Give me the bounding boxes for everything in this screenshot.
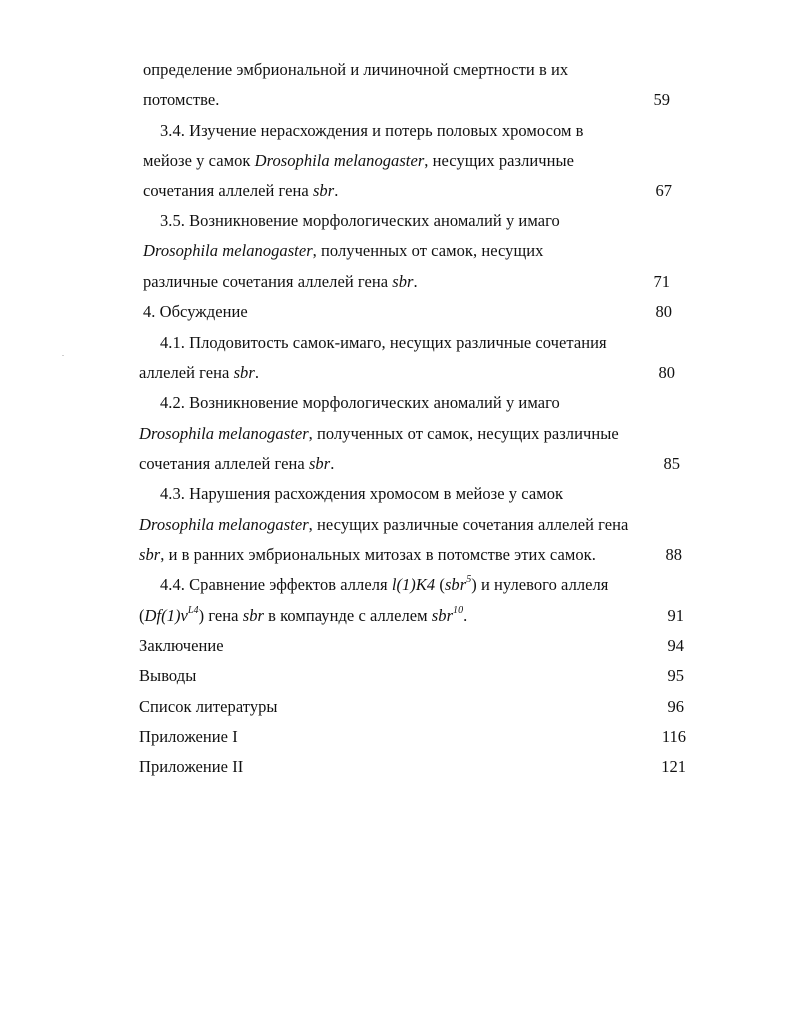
toc-entry-4-2-line-1 <box>160 393 560 413</box>
toc-text: . <box>254 363 260 382</box>
toc-text: 3.4. Изучение нерасхождения и потерь половых хромосом в <box>160 121 584 140</box>
page-number-91: 91 <box>667 606 684 625</box>
deficiency-name: Df(1)v <box>144 606 188 625</box>
toc-text: потомстве. <box>143 90 220 109</box>
toc-entry-4-2-line-3 <box>139 454 334 474</box>
toc-entry-3-4-line-3 <box>143 181 338 201</box>
gene-name: sbr <box>233 363 255 382</box>
toc-entry-4-4-line-1 <box>160 575 608 595</box>
toc-text: мейозе у самок <box>143 151 255 170</box>
gene-name: sbr <box>139 545 161 564</box>
toc-entry-4 <box>143 302 248 322</box>
page-number-121: 121 <box>661 757 686 776</box>
toc-entry-4-1-line-2 <box>139 363 259 383</box>
toc-text: сочетания аллелей гена <box>143 181 313 200</box>
toc-entry-3-4-line-1 <box>160 121 583 141</box>
page-number-59: 59 <box>653 90 670 109</box>
toc-text: ) и нулевого аллеля <box>471 575 609 594</box>
scan-speck <box>62 355 64 356</box>
toc-entry-4-3-line-3 <box>139 545 596 565</box>
toc-text: . <box>334 181 339 200</box>
toc-text: Выводы <box>139 666 197 685</box>
toc-entry-4-1-line-1 <box>160 333 607 353</box>
species-name: Drosophila melanogaster <box>143 241 313 260</box>
species-name: Drosophila melanogaster <box>139 424 309 443</box>
toc-entry-3-3-line-2 <box>143 90 219 110</box>
toc-text: 4.1. Плодовитость самок-имаго, несущих различные сочетания <box>160 333 607 352</box>
species-name: Drosophila melanogaster <box>139 515 309 534</box>
toc-entry-4-3-line-2 <box>139 515 628 535</box>
page-number-80: 80 <box>655 302 672 321</box>
toc-text: ( <box>435 575 445 594</box>
gene-name: sbr <box>431 606 454 625</box>
page-number-80: 80 <box>658 363 675 382</box>
toc-text: 4.4. Сравнение эффектов аллеля <box>160 575 392 594</box>
toc-entry-findings <box>139 666 196 686</box>
toc-text: 4. Обсуждение <box>143 302 248 321</box>
toc-text: , полученных от самок, несущих различные <box>308 424 619 443</box>
toc-text: Приложение II <box>139 757 244 776</box>
page-number-67: 67 <box>655 181 672 200</box>
gene-name: sbr <box>444 575 467 594</box>
toc-text: различные сочетания аллелей гена <box>143 272 393 291</box>
toc-text: ) гена <box>198 606 243 625</box>
allele-name: l(1)K4 <box>391 575 436 594</box>
page-number-116: 116 <box>661 727 686 746</box>
page-number-96: 96 <box>667 697 684 716</box>
toc-text: . <box>330 454 335 473</box>
toc-text: , несущих различные <box>424 151 575 170</box>
toc-entry-appendix-1 <box>139 727 238 747</box>
page-number-85: 85 <box>663 454 680 473</box>
toc-text: , и в ранних эмбриональных митозах в потомстве этих самок. <box>160 545 596 564</box>
toc-text: 4.2. Возникновение морфологических аномалий у имаго <box>160 393 560 412</box>
toc-entry-3-5-line-1 <box>160 211 560 231</box>
page-number-94: 94 <box>667 636 684 655</box>
toc-text: сочетания аллелей гена <box>139 454 309 473</box>
page-number-95: 95 <box>667 666 684 685</box>
species-name: Drosophila melanogaster <box>254 151 425 170</box>
toc-text: 4.3. Нарушения расхождения хромосом в мейозе у самок <box>160 484 564 503</box>
toc-entry-4-2-line-2 <box>139 424 619 444</box>
page-number-88: 88 <box>665 545 682 564</box>
toc-entry-3-3-line-1 <box>143 60 568 80</box>
toc-text: Приложение I <box>139 727 238 746</box>
toc-entry-3-5-line-3 <box>143 272 418 292</box>
toc-text: аллелей гена <box>139 363 234 382</box>
toc-text: ( <box>139 606 145 625</box>
toc-text: в компаунде с аллелем <box>263 606 432 625</box>
gene-name: sbr <box>308 454 331 473</box>
toc-text: 3.5. Возникновение морфологических аномалий у имаго <box>160 211 560 230</box>
toc-text: , полученных от самок, несущих <box>312 241 544 260</box>
toc-entry-appendix-2 <box>139 757 243 777</box>
toc-text: Заключение <box>139 636 224 655</box>
toc-entry-3-4-line-2 <box>143 151 574 171</box>
gene-name: sbr <box>242 606 264 625</box>
allele-superscript: 10 <box>453 605 464 616</box>
gene-name: sbr <box>392 272 414 291</box>
toc-text: , несущих различные сочетания аллелей гена <box>308 515 629 534</box>
toc-text: определение эмбриональной и личиночной смертности в их <box>143 60 569 79</box>
toc-text: Список литературы <box>139 697 278 716</box>
toc-entry-4-4-line-2 <box>139 606 467 626</box>
allele-superscript: 5 <box>466 574 472 585</box>
toc-text: . <box>413 272 418 291</box>
allele-superscript: L4 <box>187 605 199 616</box>
toc-entry-4-3-line-1 <box>160 484 563 504</box>
toc-entry-bibliography <box>139 697 278 717</box>
toc-text: . <box>463 606 468 625</box>
page-number-71: 71 <box>653 272 670 291</box>
toc-entry-3-5-line-2 <box>143 241 543 261</box>
toc-entry-conclusion <box>139 636 224 656</box>
gene-name: sbr <box>312 181 335 200</box>
